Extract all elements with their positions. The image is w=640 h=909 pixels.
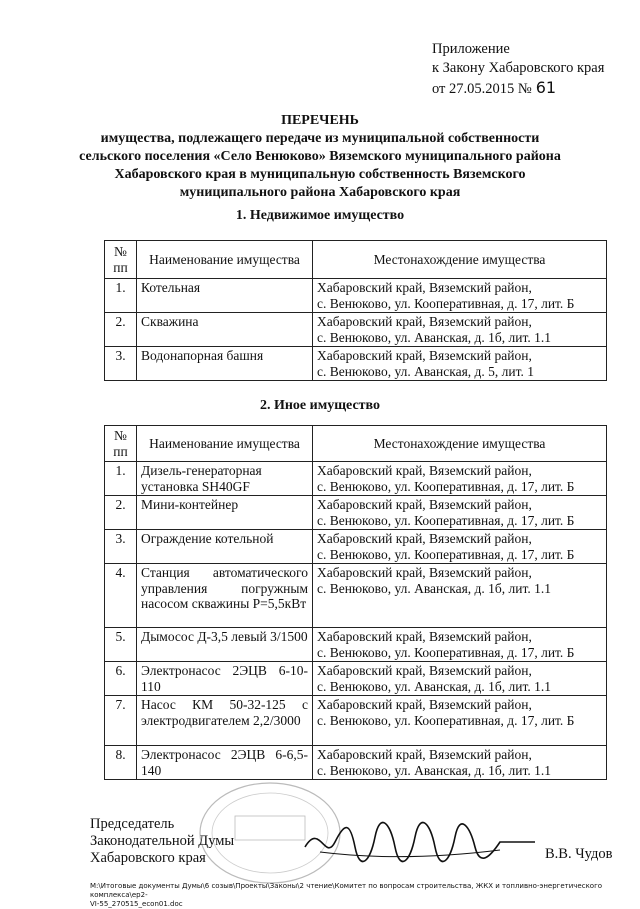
location-line-1: Хабаровский край, Вяземский район, [317, 565, 532, 580]
signatory-line-1: Председатель [90, 816, 175, 832]
property-location [313, 496, 607, 530]
table-row [105, 496, 607, 530]
document-title [60, 112, 580, 202]
property-name: Станция автоматического управления погружным насосом скважины Р=5,5кВт [137, 564, 313, 628]
col-header-num: № пп [105, 241, 137, 279]
property-location [313, 313, 607, 347]
location-line-1: Хабаровский край, Вяземский район, [317, 629, 532, 644]
section-1-title: 1. Недвижимое имущество [235, 208, 405, 223]
appendix-block [432, 40, 604, 99]
row-number: 6. [105, 662, 137, 696]
table-row [105, 530, 607, 564]
property-location [313, 462, 607, 496]
col-header-location: Местонахождение имущества [313, 426, 607, 462]
property-name: Котельная [137, 279, 313, 313]
row-number: 7. [105, 696, 137, 746]
col-header-num: № пп [105, 426, 137, 462]
title-line-3: Хабаровского края в муниципальную собственность Вяземского [114, 167, 526, 182]
signatory-line-3: Хабаровского края [90, 850, 206, 866]
property-location [313, 746, 607, 780]
table-row [105, 313, 607, 347]
table-row [105, 696, 607, 746]
location-line-2: с. Венюково, ул. Кооперативная, д. 17, лит. Б [317, 478, 575, 494]
row-number: 8. [105, 746, 137, 780]
row-number: 2. [105, 496, 137, 530]
table-row [105, 746, 607, 780]
appendix-line-2: к Закону Хабаровского края [432, 60, 605, 76]
property-name: Насос КМ 50-32-125 с электродвигателем 2,2/3000 [137, 696, 313, 746]
signatory-title [90, 816, 234, 867]
location-line-2: с. Венюково, ул. Аванская, д. 1б, лит. 1.1 [317, 678, 552, 694]
row-number: 2. [105, 313, 137, 347]
row-number: 1. [105, 462, 137, 496]
law-number: 61 [535, 78, 557, 97]
location-line-2: с. Венюково, ул. Кооперативная, д. 17, лит. Б [317, 644, 575, 660]
other-property-table [104, 425, 607, 780]
property-location [313, 347, 607, 381]
table-header-row [105, 241, 607, 279]
location-line-1: Хабаровский край, Вяземский район, [317, 497, 532, 512]
property-name: Дымосос Д-3,5 левый 3/1500 [137, 628, 313, 662]
row-number: 3. [105, 347, 137, 381]
table-row [105, 564, 607, 628]
table-row [105, 347, 607, 381]
col-header-location: Местонахождение имущества [313, 241, 607, 279]
title-line-2: сельского поселения «Село Венюково» Вяземского муниципального района [79, 149, 561, 164]
signature-scribble [300, 812, 540, 872]
row-number: 5. [105, 628, 137, 662]
property-location [313, 696, 607, 746]
property-name: Ограждение котельной [137, 530, 313, 564]
property-name: Электронасос 2ЭЦВ 6-6,5-140 [137, 746, 313, 780]
property-name: Мини-контейнер [137, 496, 313, 530]
property-name: Скважина [137, 313, 313, 347]
footer-line-1: M:\Итоговые документы Думы\6 созыв\Проекты\Законы\2 чтение\Комитет по вопросам строительства, ЖКХ и топливно-энергетического комплекса\ep2- [90, 882, 603, 899]
property-name: Дизель-генераторная установка SH40GF [137, 462, 313, 496]
location-line-1: Хабаровский край, Вяземский район, [317, 697, 532, 712]
appendix-line-1: Приложение [432, 41, 510, 57]
row-number: 4. [105, 564, 137, 628]
signatory-name: В.В. Чудов [545, 846, 613, 862]
section-2-title: 2. Иное имущество [259, 398, 381, 413]
location-line-2: с. Венюково, ул. Аванская, д. 1б, лит. 1.1 [317, 762, 552, 778]
footer-line-2: VI-55_270515_econ01.doc [90, 900, 183, 908]
appendix-line-3: от 27.05.2015 № 61 [432, 78, 557, 97]
table-row [105, 279, 607, 313]
table-row [105, 462, 607, 496]
title-line-1: имущества, подлежащего передаче из муниципальной собственности [100, 131, 540, 146]
location-line-2: с. Венюково, ул. Аванская, д. 1б, лит. 1.1 [317, 329, 552, 345]
location-line-1: Хабаровский край, Вяземский район, [317, 531, 532, 546]
signatory-line-2: Законодательной Думы [90, 833, 235, 849]
property-name: Водонапорная башня [137, 347, 313, 381]
property-location [313, 530, 607, 564]
col-header-name: Наименование имущества [137, 426, 313, 462]
location-line-1: Хабаровский край, Вяземский район, [317, 663, 532, 678]
property-location [313, 564, 607, 628]
property-location [313, 279, 607, 313]
location-line-2: с. Венюково, ул. Кооперативная, д. 17, лит. Б [317, 512, 575, 528]
location-line-2: с. Венюково, ул. Кооперативная, д. 17, лит. Б [317, 546, 575, 562]
row-number: 3. [105, 530, 137, 564]
location-line-2: с. Венюково, ул. Аванская, д. 1б, лит. 1.1 [317, 580, 552, 596]
location-line-1: Хабаровский край, Вяземский район, [317, 314, 532, 329]
property-location [313, 628, 607, 662]
row-number: 1. [105, 279, 137, 313]
title-heading: ПЕРЕЧЕНЬ [281, 113, 359, 128]
location-line-1: Хабаровский край, Вяземский район, [317, 280, 532, 295]
location-line-1: Хабаровский край, Вяземский район, [317, 747, 532, 762]
table-row [105, 628, 607, 662]
location-line-2: с. Венюково, ул. Кооперативная, д. 17, лит. Б [317, 295, 575, 311]
title-line-4: муниципального района Хабаровского края [179, 185, 461, 200]
location-line-1: Хабаровский край, Вяземский район, [317, 463, 532, 478]
col-header-name: Наименование имущества [137, 241, 313, 279]
table-header-row [105, 426, 607, 462]
location-line-2: с. Венюково, ул. Кооперативная, д. 17, лит. Б [317, 712, 575, 728]
location-line-2: с. Венюково, ул. Аванская, д. 5, лит. 1 [317, 363, 535, 379]
property-name: Электронасос 2ЭЦВ 6-10-110 [137, 662, 313, 696]
real-estate-table [104, 240, 607, 381]
location-line-1: Хабаровский край, Вяземский район, [317, 348, 532, 363]
property-location [313, 662, 607, 696]
table-row [105, 662, 607, 696]
